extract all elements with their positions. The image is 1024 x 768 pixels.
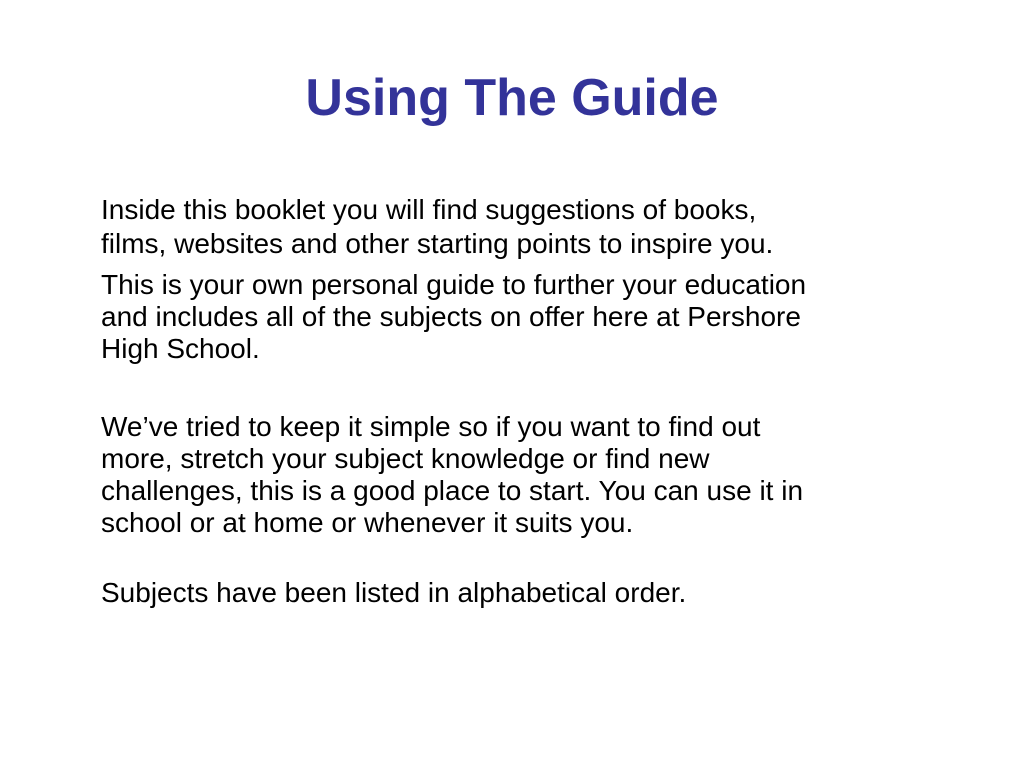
paragraph-line: We’ve tried to keep it simple so if you want to find out (101, 411, 761, 442)
ordering-paragraph (101, 577, 981, 609)
guide-purpose-paragraph (101, 269, 981, 365)
slide-title: Using The Guide (305, 69, 719, 127)
paragraph-line: Subjects have been listed in alphabetical order. (101, 577, 687, 608)
paragraph-line: school or at home or whenever it suits you. (101, 507, 634, 538)
slide-body (101, 193, 981, 609)
paragraph-line: High School. (101, 333, 260, 364)
paragraph-line: challenges, this is a good place to start. You can use it in (101, 475, 804, 506)
paragraph-line: and includes all of the subjects on offer here at Pershore (101, 301, 801, 332)
paragraph-line: This is your own personal guide to further your education (101, 269, 807, 300)
paragraph-line: Inside this booklet you will find suggestions of books, (101, 194, 757, 225)
paragraph-line: more, stretch your subject knowledge or find new (101, 443, 710, 474)
intro-paragraph (101, 193, 981, 261)
paragraph-line: films, websites and other starting points to inspire you. (101, 228, 774, 259)
usage-paragraph (101, 411, 981, 539)
